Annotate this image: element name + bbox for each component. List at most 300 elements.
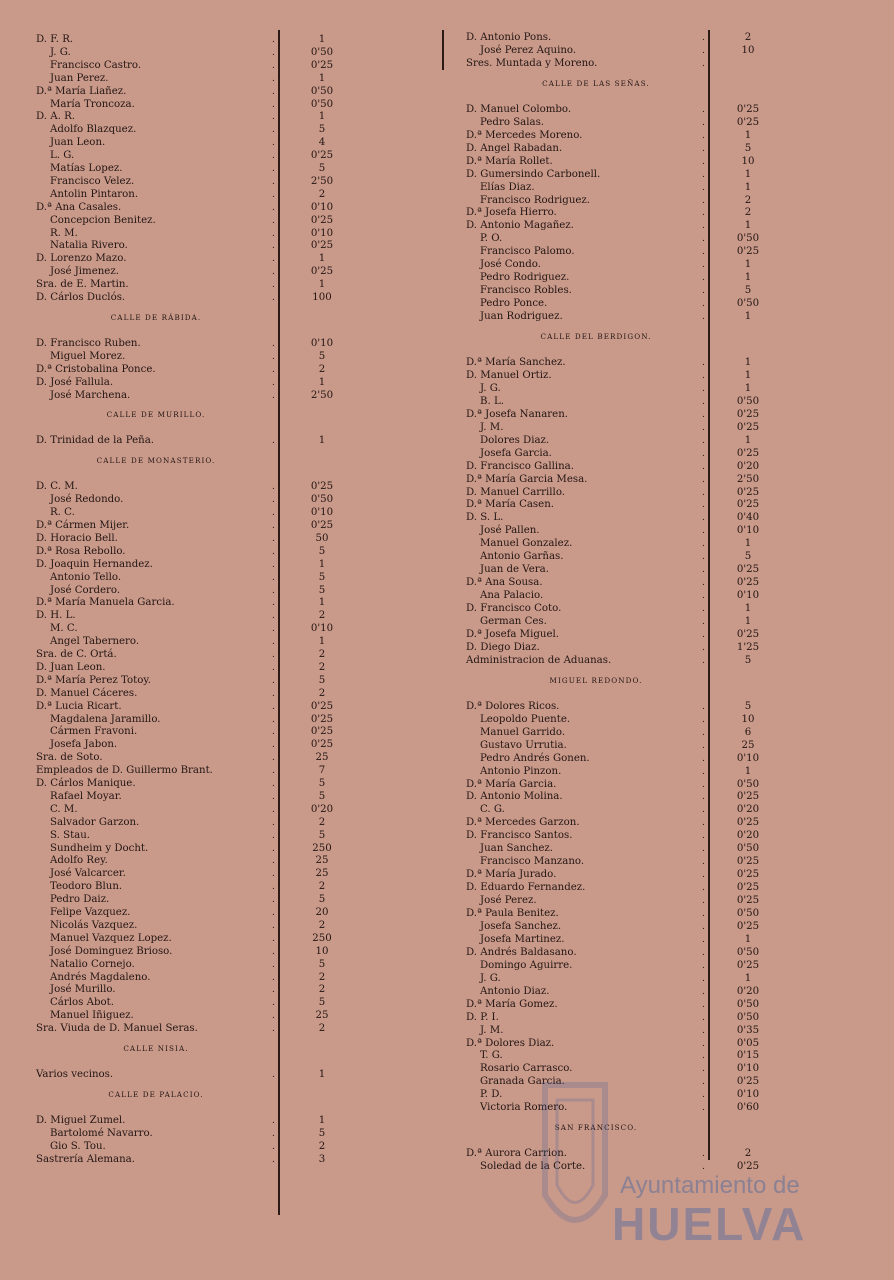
- donor-name: Sres. Muntada y Moreno.: [466, 57, 598, 69]
- donor-name: S. Stau.: [50, 829, 91, 841]
- donation-amount: 2: [318, 816, 326, 828]
- donor-name: D.ª María Manuela Garcia.: [36, 597, 175, 609]
- donor-name: D. P. I.: [466, 1011, 499, 1023]
- donor-name: D. Trinidad de la Peña.: [36, 435, 155, 447]
- donation-amount: 1: [318, 597, 326, 609]
- donation-amount: 1: [744, 168, 752, 180]
- donor-row: [36, 1010, 416, 1022]
- leader-dot: .: [702, 130, 705, 141]
- leader-dot: .: [702, 182, 705, 193]
- street-heading: CALLE NISIA.: [123, 1044, 189, 1053]
- leader-dot: .: [272, 856, 275, 867]
- leader-dot: .: [272, 241, 275, 252]
- leader-dot: .: [272, 843, 275, 854]
- donor-row: [36, 791, 416, 803]
- donor-row: [466, 525, 796, 537]
- donation-amount: 0'25: [310, 739, 334, 751]
- donor-row: [466, 461, 796, 473]
- donor-row: [466, 143, 796, 155]
- donor-name: D. F. R.: [36, 34, 74, 45]
- leader-dot: .: [702, 883, 705, 894]
- donation-amount: 0'25: [736, 628, 760, 640]
- donor-row: [36, 907, 416, 919]
- donor-name: D.ª Ana Sousa.: [466, 577, 543, 589]
- donor-row: [36, 86, 416, 98]
- leader-dot: .: [272, 482, 275, 493]
- donor-name: José Redondo.: [50, 494, 124, 506]
- donor-row: [466, 701, 796, 713]
- donation-amount: 0'25: [736, 869, 760, 881]
- donor-name: Pedro Andrés Gonen.: [480, 752, 590, 764]
- donor-row: [466, 908, 796, 920]
- donation-amount: 0'05: [736, 1037, 760, 1049]
- donor-row: [466, 32, 796, 44]
- donation-amount: 5: [318, 350, 326, 362]
- leader-dot: .: [702, 45, 705, 56]
- donor-row: [36, 662, 416, 674]
- donor-name: Varios vecinos.: [36, 1069, 114, 1080]
- donation-amount: 5: [318, 894, 326, 906]
- leader-dot: .: [272, 559, 275, 570]
- donation-amount: 0'25: [310, 214, 334, 226]
- donor-name: D.ª Ana Casales.: [36, 201, 122, 213]
- donor-name: J. G.: [480, 972, 501, 984]
- donation-amount: 25: [315, 855, 329, 867]
- donor-name: José Perez.: [480, 895, 537, 907]
- donation-amount: 5: [318, 124, 326, 136]
- leader-dot: .: [272, 495, 275, 506]
- donor-row: [466, 843, 796, 855]
- donation-amount: 0'10: [736, 1089, 760, 1101]
- donor-row: [466, 856, 796, 868]
- donor-row: [36, 34, 416, 46]
- donation-amount: 2: [318, 919, 326, 931]
- donor-name: D.ª María Casen.: [466, 499, 554, 511]
- donation-amount: 2: [318, 188, 326, 200]
- leader-dot: .: [702, 435, 705, 446]
- donor-name: D.ª Josefa Hierro.: [466, 207, 557, 219]
- leader-dot: .: [702, 312, 705, 323]
- leader-dot: .: [272, 377, 275, 388]
- donation-amount: 0'25: [310, 240, 334, 252]
- leader-dot: .: [272, 650, 275, 660]
- donor-row: [36, 377, 416, 389]
- donor-row: [466, 934, 796, 946]
- donor-name: Nicolás Vazquez.: [50, 919, 138, 931]
- donor-row: [36, 189, 416, 201]
- street-heading: SAN FRANCISCO.: [554, 1123, 638, 1133]
- leader-dot: .: [702, 143, 705, 154]
- donor-row: [36, 585, 416, 597]
- leader-dot: .: [272, 390, 275, 401]
- leader-dot: .: [702, 461, 705, 472]
- leader-dot: .: [272, 701, 275, 712]
- street-heading: CALLE DE PALACIO.: [108, 1089, 204, 1099]
- donation-amount: 10: [741, 713, 755, 725]
- leader-dot: .: [272, 60, 275, 71]
- donor-name: Dolores Diaz.: [480, 434, 550, 446]
- donation-amount: 1: [318, 376, 326, 388]
- donation-amount: 1: [744, 382, 752, 394]
- donor-row: [36, 494, 416, 506]
- leader-dot: .: [272, 895, 275, 906]
- leader-dot: .: [272, 933, 275, 944]
- donor-name: D. Diego Diaz.: [466, 641, 540, 653]
- donor-row: [36, 559, 416, 571]
- donor-name: D.ª María Jurado.: [466, 869, 557, 881]
- donor-row: [466, 1038, 796, 1050]
- donor-name: Rosario Carrasco.: [480, 1063, 573, 1075]
- donor-row: [36, 714, 416, 726]
- leader-dot: .: [272, 1115, 275, 1126]
- donor-name: R. M.: [50, 227, 78, 239]
- donor-row: [36, 215, 416, 227]
- leader-dot: .: [702, 1051, 705, 1062]
- donor-name: Manuel Vazquez Lopez.: [50, 932, 172, 944]
- donor-row: [466, 370, 796, 382]
- street-heading: MIGUEL REDONDO.: [549, 675, 643, 685]
- donor-name: Felipe Vazquez.: [50, 907, 131, 918]
- leader-dot: .: [272, 338, 275, 349]
- donor-name: Josefa Garcia.: [480, 447, 552, 459]
- donor-name: Granada Garcia.: [480, 1076, 565, 1088]
- donation-amount: 1: [744, 616, 752, 627]
- donation-amount: 25: [315, 868, 329, 880]
- leader-dot: .: [272, 908, 275, 918]
- donor-name: Administracion de Aduanas.: [466, 654, 612, 666]
- donation-amount: 0'10: [736, 1063, 760, 1075]
- leader-dot: .: [272, 727, 275, 738]
- donor-row: [36, 830, 416, 842]
- donation-amount: 2: [318, 971, 326, 983]
- leader-dot: .: [702, 642, 705, 653]
- donor-row: [466, 616, 796, 628]
- leader-dot: .: [272, 215, 275, 226]
- donation-amount: 5: [318, 790, 326, 802]
- donor-name: D.ª Dolores Ricos.: [466, 700, 560, 712]
- donor-name: C. G.: [480, 804, 505, 816]
- leader-dot: .: [702, 299, 705, 310]
- donation-amount: 1: [744, 434, 752, 446]
- donor-row: [466, 499, 796, 511]
- leader-dot: .: [702, 58, 705, 69]
- donation-amount: 2: [318, 1023, 326, 1035]
- leader-dot: .: [702, 33, 705, 43]
- donation-amount: 0'20: [736, 985, 760, 997]
- donor-row: [466, 448, 796, 460]
- donor-row: [36, 73, 416, 85]
- leader-dot: .: [272, 35, 275, 45]
- donor-name: Francisco Rodriguez.: [480, 194, 591, 206]
- donor-name: D.ª Cristobalina Ponce.: [36, 363, 156, 375]
- leader-dot: .: [702, 195, 705, 206]
- donor-name: D. Francisco Ruben.: [36, 337, 141, 349]
- donor-name: D.ª María Perez Totoy.: [36, 674, 151, 686]
- leader-dot: .: [272, 985, 275, 996]
- donor-row: [36, 364, 416, 376]
- donor-row: [36, 338, 416, 350]
- leader-dot: .: [272, 164, 275, 174]
- donor-name: D.ª Aurora Carrion.: [466, 1148, 568, 1160]
- leader-dot: .: [702, 921, 705, 932]
- leader-dot: .: [702, 986, 705, 997]
- donation-amount: 1: [744, 972, 752, 984]
- donation-amount: 1'25: [736, 641, 760, 653]
- donor-name: José Dominguez Brioso.: [50, 945, 173, 957]
- leader-dot: .: [272, 766, 275, 777]
- street-heading: CALLE DE MURILLO.: [106, 410, 206, 420]
- donation-amount: 0'25: [736, 447, 760, 459]
- donor-row: [466, 357, 796, 369]
- donor-row: [36, 150, 416, 162]
- donation-amount: 0'50: [736, 298, 760, 310]
- donor-name: Francisco Castro.: [50, 59, 142, 71]
- donor-name: P. D.: [480, 1089, 503, 1101]
- donation-amount: 2: [318, 610, 326, 622]
- donation-amount: 5: [744, 654, 752, 666]
- leader-dot: .: [702, 934, 705, 945]
- donor-row: [36, 137, 416, 149]
- donation-amount: 1: [318, 435, 326, 447]
- donation-amount: 1: [318, 558, 326, 570]
- donation-amount: 0'25: [310, 520, 334, 531]
- donation-amount: 25: [741, 739, 755, 751]
- donation-amount: 10: [315, 945, 329, 957]
- donor-name: D. Manuel Ortiz.: [466, 369, 552, 381]
- donor-row: [466, 207, 796, 219]
- donor-row: [36, 176, 416, 188]
- donation-amount: 5: [318, 829, 326, 841]
- leader-dot: .: [272, 189, 275, 200]
- donor-row: [466, 474, 796, 486]
- donor-name: José Pallen.: [480, 525, 540, 537]
- donor-name: J. M.: [480, 421, 504, 433]
- donation-amount: 5: [318, 571, 326, 583]
- donor-name: José Valcarcer.: [50, 868, 126, 880]
- donor-row: [36, 1115, 416, 1127]
- leader-dot: .: [702, 422, 705, 433]
- donation-amount: 100: [312, 292, 332, 303]
- watermark-title: HUELVA: [612, 1198, 807, 1250]
- donor-name: D. Gumersindo Carbonell.: [466, 168, 601, 180]
- leader-dot: .: [702, 117, 705, 128]
- leader-dot: .: [702, 973, 705, 984]
- donor-name: D. Andrés Baldasano.: [466, 946, 577, 958]
- donor-name: Sra. de Soto.: [36, 752, 103, 764]
- donor-name: Andrés Magdaleno.: [50, 971, 151, 983]
- donor-name: Angel Tabernero.: [50, 636, 140, 648]
- donor-row: [36, 855, 416, 867]
- donor-row: [466, 156, 796, 168]
- donor-name: D. Horacio Bell.: [36, 532, 118, 544]
- donor-row: [36, 507, 416, 519]
- leader-dot: .: [272, 946, 275, 957]
- donor-row: [466, 727, 796, 739]
- donor-name: Adolfo Rey.: [50, 855, 108, 867]
- leader-dot: .: [272, 47, 275, 58]
- donor-name: B. L.: [480, 395, 504, 407]
- donor-name: D. Manuel Colombo.: [466, 103, 572, 115]
- donor-name: Gio S. Tou.: [50, 1140, 106, 1152]
- donor-row: [36, 765, 416, 777]
- donor-row: [466, 512, 796, 524]
- donor-row: [466, 603, 796, 615]
- leader-dot: .: [702, 714, 705, 725]
- donor-name: J. M.: [480, 1024, 504, 1036]
- leader-dot: .: [272, 280, 275, 291]
- donor-name: D. Cárlos Duclós.: [36, 292, 126, 303]
- donor-name: Sundheim y Docht.: [50, 842, 149, 854]
- donor-row: [466, 869, 796, 881]
- leader-dot: .: [272, 86, 275, 97]
- leader-dot: .: [272, 920, 275, 931]
- donor-row: [466, 791, 796, 803]
- donor-row: [466, 590, 796, 602]
- leader-dot: .: [272, 598, 275, 609]
- donor-name: Pedro Daiz.: [50, 894, 110, 906]
- leader-dot: .: [272, 675, 275, 686]
- donor-name: D. A. R.: [36, 111, 76, 123]
- donor-row: [466, 233, 796, 245]
- donation-amount: 2: [744, 194, 752, 206]
- donation-amount: 0'25: [310, 481, 334, 493]
- donor-row: [36, 752, 416, 764]
- donor-name: D.ª María Gomez.: [466, 998, 558, 1010]
- donation-amount: 1: [744, 311, 752, 323]
- donor-name: Manuel Gonzalez.: [480, 538, 573, 550]
- donor-row: [466, 272, 796, 284]
- donor-name: José Cordero.: [50, 584, 121, 596]
- donation-amount: 0'20: [736, 804, 760, 816]
- donor-name: José Condo.: [480, 259, 541, 271]
- leader-dot: .: [272, 351, 275, 362]
- donor-row: [36, 894, 416, 906]
- donor-name: P. O.: [480, 233, 503, 245]
- donation-amount: 1: [318, 1069, 326, 1080]
- donor-name: Cárlos Abot.: [50, 997, 114, 1009]
- leader-dot: .: [702, 1025, 705, 1036]
- donor-name: Domingo Aguirre.: [480, 959, 573, 971]
- donor-name: Matías Lopez.: [50, 163, 123, 174]
- donor-row: [36, 228, 416, 240]
- donation-amount: 20: [315, 907, 329, 918]
- donor-row: [466, 220, 796, 232]
- donor-name: Juan de Vera.: [480, 564, 549, 576]
- donor-name: Leopoldo Puente.: [480, 713, 571, 725]
- leader-dot: .: [702, 1077, 705, 1088]
- donor-name: J. G.: [50, 46, 71, 58]
- donor-row: [36, 202, 416, 214]
- donor-row: [466, 947, 796, 959]
- donation-amount: 0'40: [736, 512, 760, 524]
- leader-dot: .: [272, 1154, 275, 1165]
- donor-name: D. Manuel Cáceres.: [36, 687, 138, 699]
- donation-amount: 0'25: [736, 408, 760, 420]
- donor-row: [36, 163, 416, 175]
- donor-row: [466, 259, 796, 271]
- donor-row: [466, 629, 796, 641]
- donor-row: [36, 1141, 416, 1153]
- donor-row: [466, 487, 796, 499]
- leader-dot: .: [272, 637, 275, 648]
- donation-amount: 0'20: [310, 803, 334, 815]
- leader-dot: .: [702, 1162, 705, 1173]
- leader-dot: .: [272, 73, 275, 84]
- donation-amount: 0'50: [736, 778, 760, 790]
- leader-dot: .: [272, 869, 275, 880]
- donation-amount: 0'25: [736, 817, 760, 829]
- donation-amount: 1: [744, 933, 752, 945]
- donation-amount: 0'10: [736, 590, 760, 602]
- donor-name: L. G.: [50, 150, 75, 162]
- leader-dot: .: [272, 740, 275, 751]
- donor-row: [36, 933, 416, 945]
- donor-name: Concepcion Benitez.: [50, 214, 156, 226]
- leader-dot: .: [702, 358, 705, 368]
- donor-row: [466, 1025, 796, 1037]
- donor-name: D.ª Dolores Diaz.: [466, 1037, 555, 1049]
- leader-dot: .: [272, 1070, 275, 1080]
- leader-dot: .: [272, 662, 275, 673]
- donor-row: [466, 130, 796, 142]
- donation-amount: 5: [744, 551, 752, 563]
- donor-row: [466, 1063, 796, 1075]
- donor-name: D. Miguel Zumel.: [36, 1114, 126, 1126]
- donation-amount: 0'25: [736, 895, 760, 907]
- donation-amount: 0'15: [736, 1050, 760, 1062]
- donor-name: J. G.: [480, 382, 501, 394]
- donor-row: [466, 642, 796, 654]
- leader-dot: .: [702, 740, 705, 751]
- donor-row: [36, 610, 416, 622]
- street-heading: CALLE DE RÁBIDA.: [110, 312, 202, 322]
- donor-name: Francisco Manzano.: [480, 856, 585, 868]
- donation-amount: 2: [744, 1148, 752, 1160]
- leader-dot: .: [702, 234, 705, 245]
- donor-name: Pedro Salas.: [480, 116, 545, 128]
- leader-dot: .: [702, 156, 705, 167]
- leader-dot: .: [272, 521, 275, 531]
- donation-amount: 0'60: [736, 1102, 760, 1114]
- donor-row: [466, 895, 796, 907]
- donor-row: [466, 1012, 796, 1024]
- donor-name: D. Francisco Santos.: [466, 830, 573, 842]
- leader-dot: .: [702, 629, 705, 640]
- donor-row: [466, 104, 796, 116]
- leader-dot: .: [272, 998, 275, 1009]
- leader-dot: .: [272, 804, 275, 815]
- donor-row: [466, 285, 796, 297]
- donor-name: D. Francisco Gallina.: [466, 460, 574, 472]
- donor-name: Elías Diaz.: [480, 181, 535, 193]
- leader-dot: .: [272, 151, 275, 162]
- donor-name: Antonio Garñas.: [480, 551, 564, 563]
- leader-dot: .: [272, 882, 275, 893]
- donation-amount: 1: [318, 111, 326, 123]
- donation-amount: 0'25: [736, 856, 760, 868]
- donation-amount: 250: [312, 842, 332, 854]
- leader-dot: .: [272, 228, 275, 239]
- leader-dot: .: [272, 830, 275, 841]
- donor-row: [466, 409, 796, 421]
- donation-amount: 0'25: [736, 1161, 760, 1173]
- donor-name: D. Joaquin Hernandez.: [36, 558, 153, 570]
- leader-dot: .: [702, 169, 705, 180]
- donation-amount: 1: [744, 538, 752, 550]
- leader-dot: .: [702, 1149, 705, 1160]
- leader-dot: .: [702, 1090, 705, 1101]
- left-column-rule: [278, 30, 280, 1215]
